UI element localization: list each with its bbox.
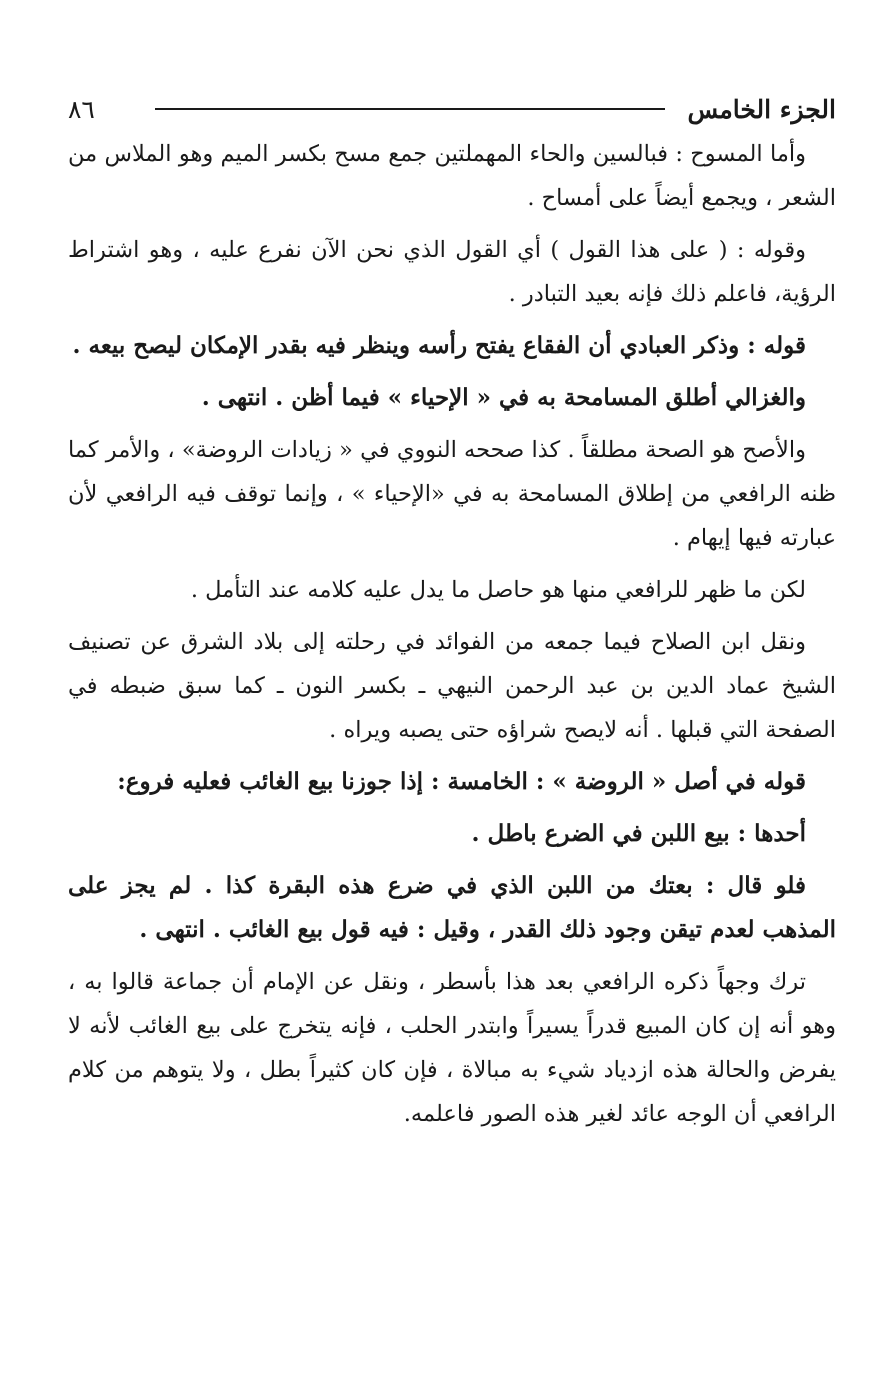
paragraph-quote-qal: فلو قال : بعتك من اللبن الذي في ضرع هذه البقرة كذا . لم يجز على المذهب لعدم تيقن وجود ذلك القدر ، وقيل : فيه قول بيع الغائب . انتهى . xyxy=(68,872,836,943)
paragraph-asah: والأصح هو الصحة مطلقاً . كذا صححه النووي في « زيادات الروضة» ، والأمر كما ظنه الرافعي من إطلاق المسامحة به في «الإحياء » ، وإنما توقف فيه الرافعي لأن عبارته فيها إيهام . xyxy=(68,437,836,551)
page-header xyxy=(68,88,836,130)
paragraph-ibn-salah: ونقل ابن الصلاح فيما جمعه من الفوائد في رحلته إلى بلاد الشرق عن تصنيف الشيخ عماد الدين بن عبد الرحمن النيهي ـ بكسر النون ـ كما سبق ضبطه في الصفحة التي قبلها . أنه لايصح شراؤه حتى يصبه ويراه . xyxy=(68,629,836,743)
paragraph-masuh: وأما المسوح : فبالسين والحاء المهملتين جمع مسح بكسر الميم وهو الملاس من الشعر ، ويجمع أيضاً على أمساح . xyxy=(68,141,836,211)
paragraph-quote-rawda: قوله في أصل « الروضة » : الخامسة : إذا جوزنا بيع الغائب فعليه فروع: xyxy=(117,768,806,795)
paragraph-tarak: ترك وجهاً ذكره الرافعي بعد هذا بأسطر ، ونقل عن الإمام أن جماعة قالوا به ، وهو أنه إن كان المبيع قدراً يسيراً وابتدر الحلب ، فإنه يتخرج على بيع الغائب لأنه لا يفرض والحالة هذه ازدياد شيء به مبالاة ، فإن كان كثيراً بطل ، ولا يتوهم من كلام الرافعي أن الوجه عائد لغير هذه الصور فاعلمه. xyxy=(68,969,836,1127)
paragraph-quote-abbadi: قوله : وذكر العبادي أن الفقاع يفتح رأسه وينظر فيه بقدر الإمكان ليصح بيعه . xyxy=(72,332,806,359)
book-page xyxy=(68,88,836,1144)
paragraph-lakin: لكن ما ظهر للرافعي منها هو حاصل ما يدل عليه كلامه عند التأمل . xyxy=(190,577,806,603)
paragraph-quote-ghazali: والغزالي أطلق المسامحة به في « الإحياء » فيما أظن . انتهى . xyxy=(201,384,806,411)
paragraph-qawl: وقوله : ( على هذا القول ) أي القول الذي نحن الآن نفرع عليه ، وهو اشتراط الرؤية، فاعلم ذلك فإنه بعيد التبادر . xyxy=(68,237,836,307)
paragraph-quote-first: أحدها : بيع اللبن في الضرع باطل . xyxy=(471,820,806,847)
volume-title: الجزء الخامس xyxy=(687,94,836,124)
page-body xyxy=(68,132,836,1136)
page-number: ٨٦ xyxy=(68,94,95,124)
header-rule xyxy=(155,108,666,110)
